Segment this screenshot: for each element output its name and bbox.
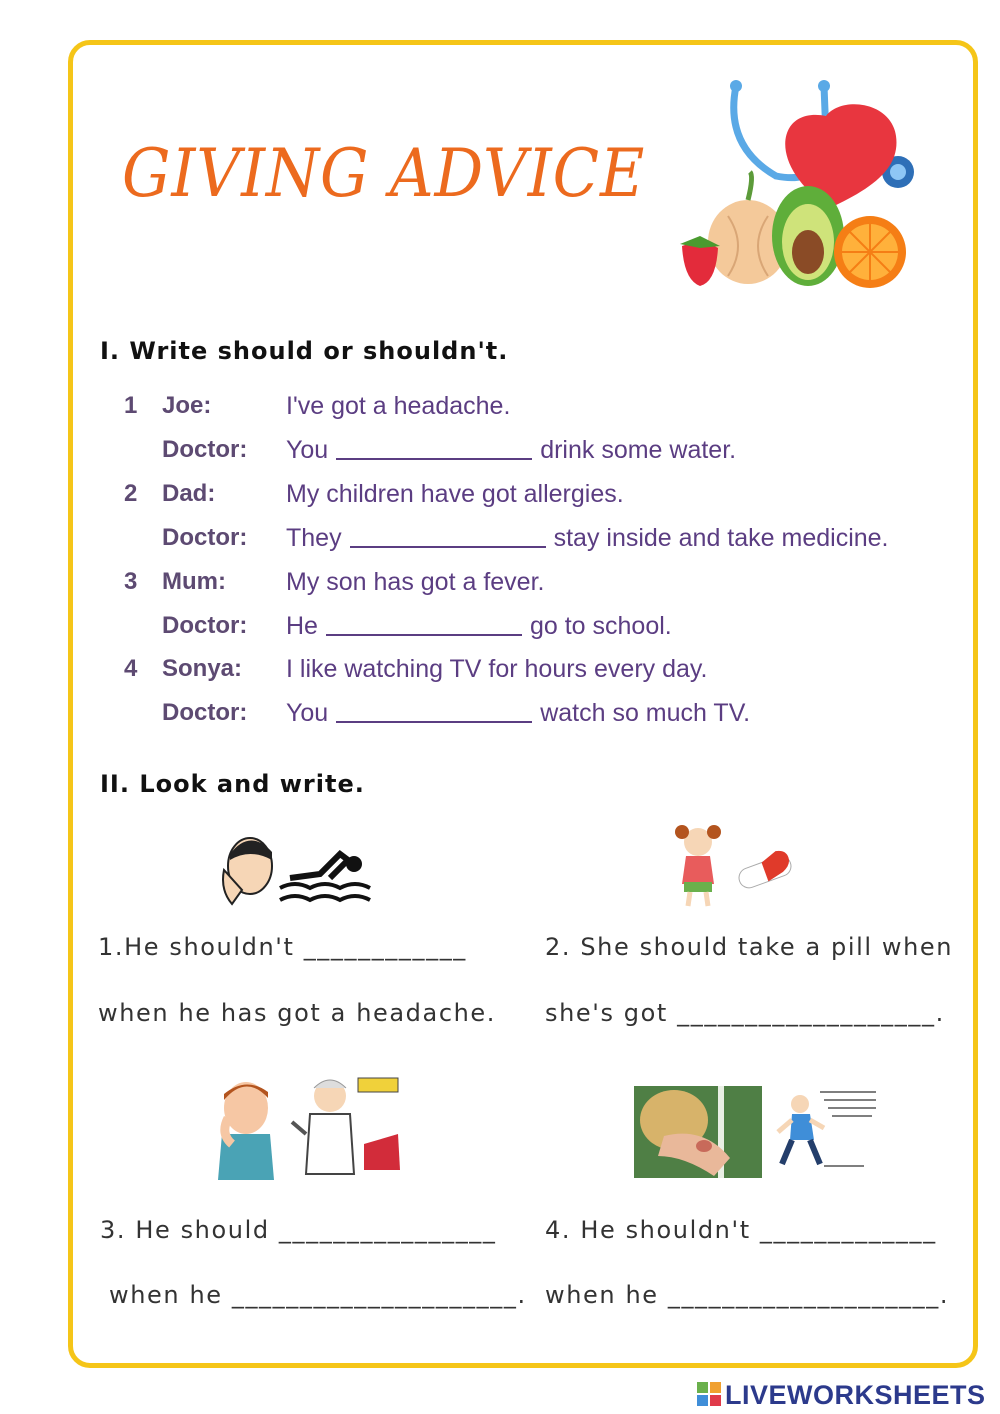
exercise-sentence <box>286 568 544 597</box>
exercise-sentence <box>286 392 510 421</box>
answer-blank[interactable] <box>350 545 546 548</box>
exercise-row <box>0 480 1000 520</box>
look-write-2-line2: she's got ___________________. <box>545 999 945 1027</box>
exercise-speaker: Joe: <box>162 392 212 419</box>
exercise-speaker: Sonya: <box>162 655 243 682</box>
look-write-2-line1: 2. She should take a pill when <box>545 933 954 961</box>
exercise-sentence <box>286 612 672 641</box>
look-write-4-line2: when he ____________________. <box>545 1281 950 1309</box>
sentence-start: You <box>286 436 329 464</box>
sentence-start: He <box>286 612 318 640</box>
answer-blank[interactable] <box>336 720 532 723</box>
answer-blank[interactable] <box>326 633 522 636</box>
exercise-speaker: Mum: <box>162 568 226 595</box>
sentence-end: drink some water. <box>540 436 737 464</box>
exercise-sentence <box>286 480 624 509</box>
exercise-row <box>0 392 1000 432</box>
look-write-1-line1: 1.He shouldn't ____________ <box>98 933 467 961</box>
health-food-illustration <box>676 76 916 292</box>
sentence-start: I like watching TV for hours every day. <box>286 655 708 683</box>
exercise-row <box>0 568 1000 608</box>
exercise-row <box>0 612 1000 652</box>
look-write-3-line1: 3. He should ________________ <box>100 1216 497 1244</box>
injured-arm-running-picture <box>634 1086 880 1180</box>
exercise-row <box>0 436 1000 476</box>
exercise-number: 2 <box>124 480 138 507</box>
sentence-start: My children have got allergies. <box>286 480 624 508</box>
stomachache-pill-picture <box>664 820 796 908</box>
exercise-sentence <box>286 655 707 684</box>
section1-heading: I. Write should or shouldn't. <box>100 337 509 365</box>
page-title: GIVING ADVICE <box>122 135 646 212</box>
exercise-sentence <box>286 699 750 728</box>
section2-heading: II. Look and write. <box>100 770 365 798</box>
exercise-row <box>0 655 1000 695</box>
look-write-4-line1: 4. He shouldn't _____________ <box>545 1216 937 1244</box>
sentence-end: watch so much TV. <box>540 699 751 727</box>
exercise-number: 3 <box>124 568 138 595</box>
answer-blank[interactable] <box>336 457 532 460</box>
exercise-speaker: Doctor: <box>162 699 248 726</box>
exercise-row <box>0 524 1000 564</box>
sentence-end: go to school. <box>529 612 672 640</box>
headache-swimming-picture <box>220 830 372 908</box>
exercise-sentence <box>286 436 736 465</box>
exercise-number: 4 <box>124 655 138 682</box>
liveworksheets-brand-text: LIVEWORKSHEETS <box>725 1380 986 1410</box>
exercise-speaker: Dad: <box>162 480 216 507</box>
exercise-row <box>0 699 1000 739</box>
exercise-sentence <box>286 524 889 553</box>
sentence-start: I've got a headache. <box>286 392 511 420</box>
look-write-3-line2: when he _____________________. <box>109 1281 527 1309</box>
sentence-end: stay inside and take medicine. <box>553 524 889 552</box>
exercise-speaker: Doctor: <box>162 612 248 639</box>
sentence-start: My son has got a fever. <box>286 568 545 596</box>
exercise-speaker: Doctor: <box>162 436 248 463</box>
exercise-number: 1 <box>124 392 138 419</box>
exercise-speaker: Doctor: <box>162 524 248 551</box>
liveworksheets-brand <box>697 1380 997 1408</box>
sentence-start: They <box>286 524 342 552</box>
sentence-start: You <box>286 699 329 727</box>
liveworksheets-logo-icon <box>697 1382 721 1406</box>
look-write-1-line2: when he has got a headache. <box>98 999 497 1027</box>
toothache-dentist-picture <box>214 1074 406 1182</box>
